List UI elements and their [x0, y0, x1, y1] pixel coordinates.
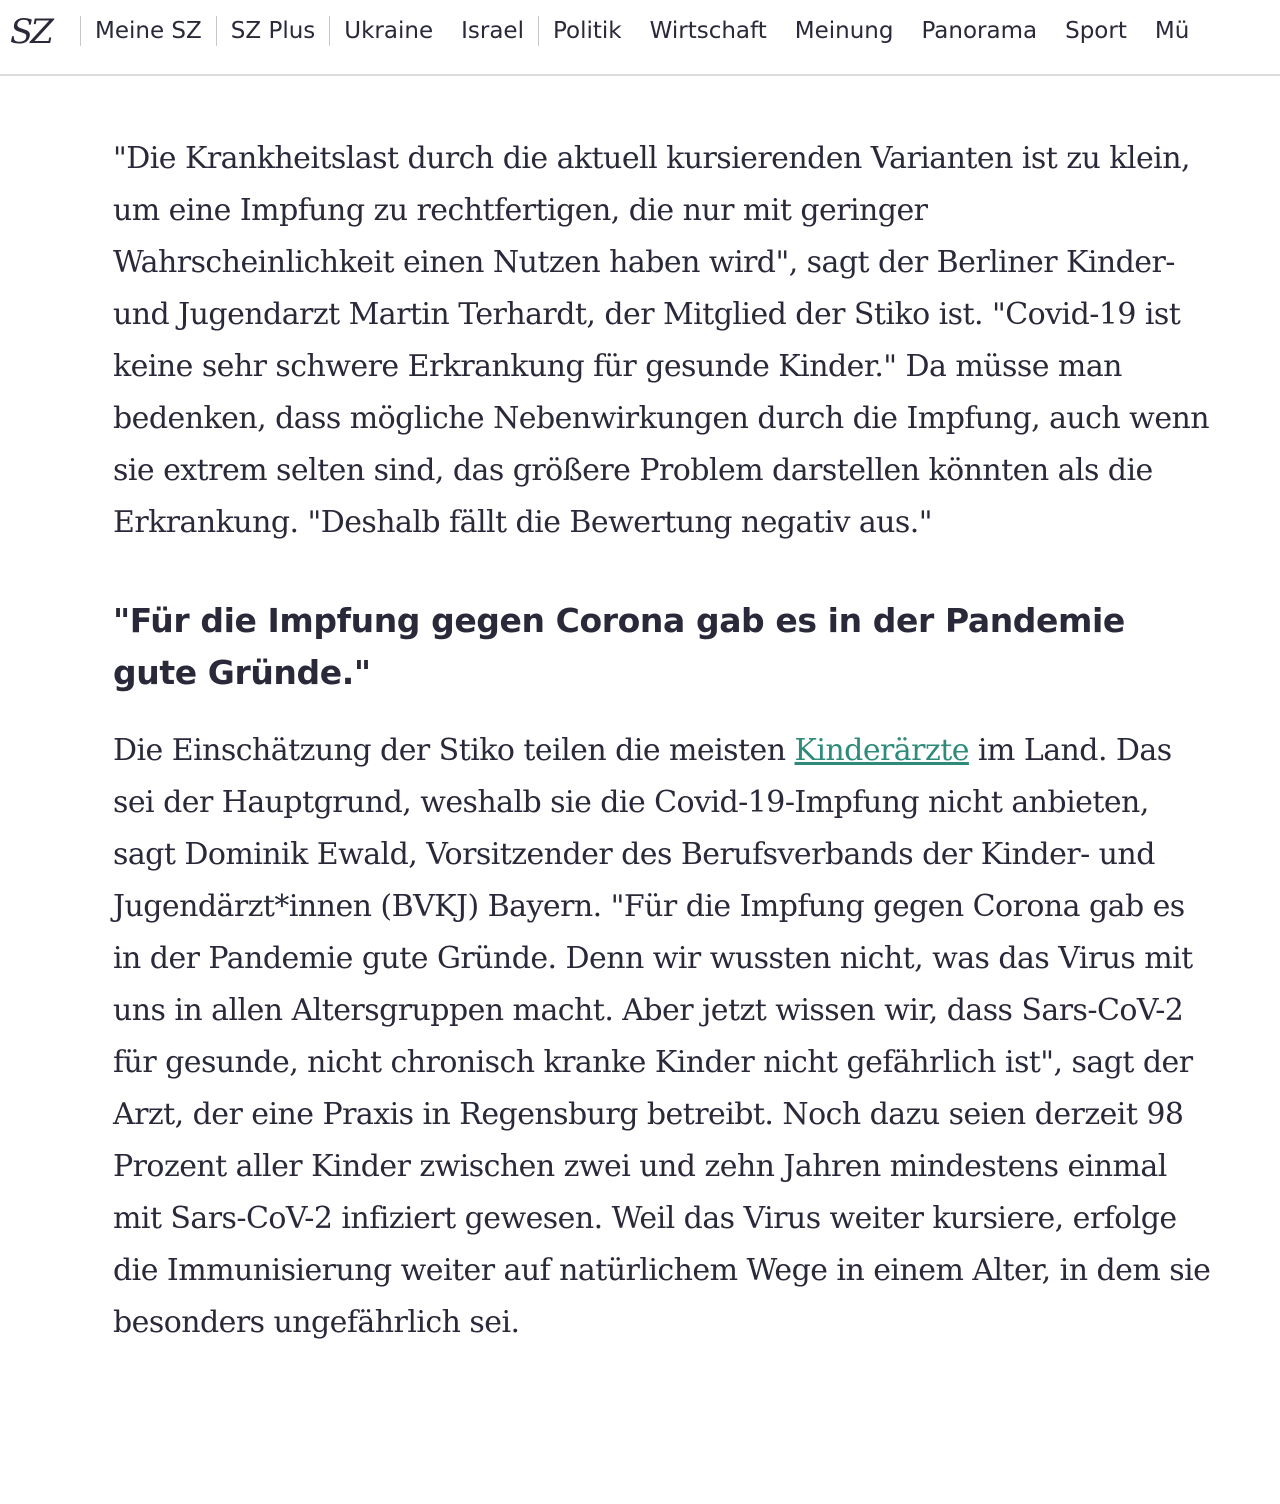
sz-logo[interactable]: SZ	[10, 12, 51, 52]
kinderaerzte-link[interactable]: Kinderärzte	[794, 733, 969, 768]
article-paragraph-2	[113, 725, 1213, 1349]
article-paragraph-1: "Die Krankheitslast durch die aktuell kursierenden Varianten ist zu klein, um eine Impfung zu rechtfertigen, die nur mit geringer Wahrscheinlichkeit einen Nutzen haben wird", sagt der Berliner Kinder- und Jugendarzt Martin Terhardt, der Mitglied der Stiko ist. "Covid-19 ist keine sehr schwere Erkrankung für gesunde Kinder." Da müsse man bedenken, dass mögliche Nebenwirkungen durch die Impfung, auch wenn sie extrem selten sind, das größere Problem darstellen könnten als die Erkrankung. "Deshalb fällt die Bewertung negativ aus."	[113, 141, 1210, 540]
nav-item-wirtschaft[interactable]: Wirtschaft	[649, 18, 767, 44]
nav-item-panorama[interactable]: Panorama	[921, 18, 1038, 44]
nav-item-meine-sz[interactable]: Meine SZ	[95, 18, 202, 44]
nav-item-israel[interactable]: Israel	[461, 18, 524, 44]
nav-item-sz-plus[interactable]: SZ Plus	[230, 18, 316, 44]
nav-item-meinung[interactable]: Meinung	[794, 18, 894, 44]
top-navigation-bar	[0, 0, 1280, 76]
nav-item-sport[interactable]: Sport	[1065, 18, 1127, 44]
paragraph-text: Die Einschätzung der Stiko teilen die meisten	[113, 733, 795, 768]
main-nav	[80, 15, 1203, 47]
nav-item-muenchen[interactable]: Mü	[1154, 18, 1190, 44]
article-body	[113, 133, 1213, 1349]
nav-item-politik[interactable]: Politik	[552, 18, 622, 44]
nav-item-ukraine[interactable]: Ukraine	[344, 18, 434, 44]
article-subheading: "Für die Impfung gegen Corona gab es in der Pandemie gute Gründe."	[113, 601, 1125, 692]
paragraph-text: im Land. Das sei der Hauptgrund, weshalb sie die Covid-19-Impfung nicht anbieten, sagt Dominik Ewald, Vorsitzender des Berufsverbands der Kinder- und Jugendärzt*innen (BVKJ) Bayern. "Für die Impfung gegen Corona gab es in der Pandemie gute Gründe. Denn wir wussten nicht, was das Virus mit uns in allen Altersgruppen macht. Aber jetzt wissen wir, dass Sars-CoV-2 für gesunde, nicht chronisch kranke Kinder nicht gefährlich ist", sagt der Arzt, der eine Praxis in Regensburg betreibt. Noch dazu seien derzeit 98 Prozent aller Kinder zwischen zwei und zehn Jahren mindestens einmal mit Sars-CoV-2 infiziert gewesen. Weil das Virus weiter kursiere, erfolge die Immunisierung weiter auf natürlichem Wege in einem Alter, in dem sie besonders ungefährlich sei.	[113, 733, 1211, 1340]
